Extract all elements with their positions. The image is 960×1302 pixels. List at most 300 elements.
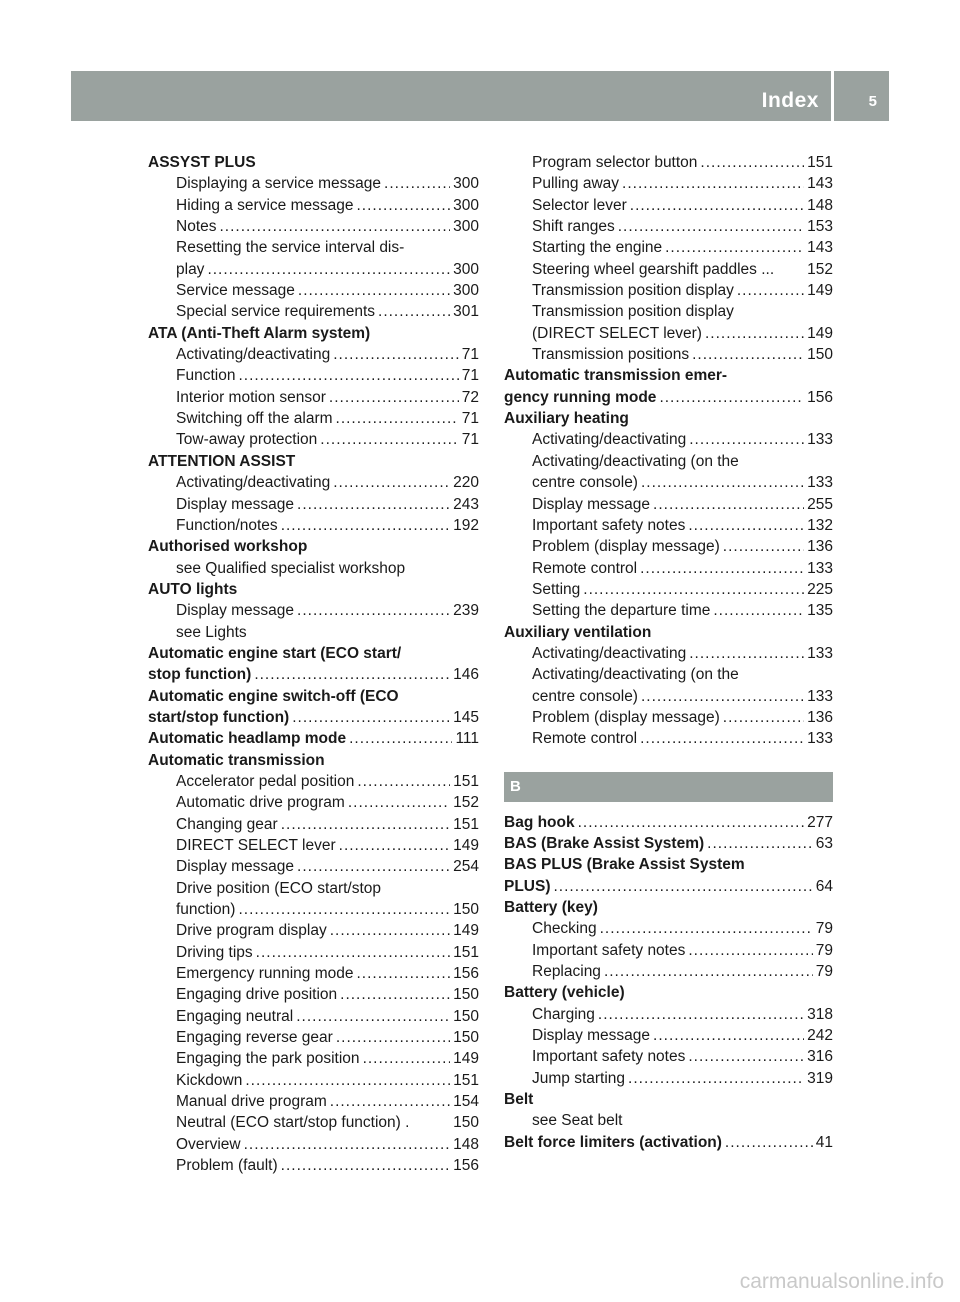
page-reference: 79 xyxy=(815,920,833,938)
entry-text: Function xyxy=(176,367,236,385)
dot-leader xyxy=(641,472,804,493)
index-subentry xyxy=(504,558,833,579)
index-subentry xyxy=(148,878,479,899)
entry-text: Battery (vehicle) xyxy=(504,984,625,1002)
page-reference: 300 xyxy=(453,196,479,214)
page-reference: 220 xyxy=(453,474,479,492)
index-subentry xyxy=(504,1046,833,1067)
entry-text: Driving tips xyxy=(176,943,253,961)
dot-leader xyxy=(336,1027,450,1048)
index-subentry xyxy=(148,1134,479,1155)
index-heading xyxy=(504,854,833,875)
index-heading xyxy=(504,1132,833,1153)
entry-text: Service message xyxy=(176,282,295,300)
page-reference: 156 xyxy=(807,388,833,406)
dot-leader xyxy=(640,558,804,579)
dot-leader xyxy=(256,942,450,963)
page-reference: 151 xyxy=(807,154,833,171)
page-reference: 243 xyxy=(453,495,479,513)
index-subentry xyxy=(504,259,833,280)
page-reference: 152 xyxy=(807,260,833,278)
index-subentry xyxy=(148,1027,479,1048)
page-reference: 150 xyxy=(453,901,479,919)
page-reference: 152 xyxy=(453,794,479,812)
page-reference: 192 xyxy=(453,516,479,534)
page-number: 5 xyxy=(868,93,877,110)
index-heading xyxy=(504,408,833,429)
dot-leader xyxy=(689,429,804,450)
index-subentry xyxy=(148,173,479,194)
dot-leader xyxy=(578,812,805,833)
page-reference: 143 xyxy=(807,175,833,193)
dot-leader xyxy=(723,707,804,728)
dot-leader xyxy=(330,920,450,941)
index-subentry xyxy=(148,472,479,493)
index-subentry xyxy=(148,856,479,877)
index-subentry xyxy=(148,301,479,322)
entry-text: gency running mode xyxy=(504,388,657,406)
index-heading xyxy=(148,707,479,728)
entry-text: Transmission positions xyxy=(532,346,690,364)
entry-text: Battery (key) xyxy=(504,899,598,916)
entry-text: Automatic engine switch-off (ECO xyxy=(148,687,399,705)
index-subentry xyxy=(504,643,833,664)
entry-text: Activating/deactivating xyxy=(532,644,687,662)
index-column-left xyxy=(148,152,479,1177)
entry-text: Function/notes xyxy=(176,516,278,534)
page-reference: 151 xyxy=(453,1071,479,1089)
index-subentry xyxy=(148,365,479,386)
index-subentry xyxy=(148,237,479,258)
entry-text: Important safety notes xyxy=(532,941,686,959)
page-reference: 300 xyxy=(453,175,479,193)
index-subentry xyxy=(148,771,479,792)
dot-leader xyxy=(688,515,804,536)
header-bar xyxy=(71,71,889,121)
dot-leader xyxy=(598,1004,804,1025)
entry-text: Pulling away xyxy=(532,175,620,193)
entry-text: Kickdown xyxy=(176,1071,243,1089)
entry-text: function) xyxy=(176,901,236,919)
page-reference: 133 xyxy=(807,644,833,662)
dot-leader xyxy=(363,1048,451,1069)
index-subentry xyxy=(148,835,479,856)
index-subentry xyxy=(504,494,833,515)
index-subentry xyxy=(148,408,479,429)
index-subentry xyxy=(148,1048,479,1069)
index-heading xyxy=(504,387,833,408)
index-subentry xyxy=(148,942,479,963)
dot-leader xyxy=(618,216,804,237)
entry-text: Tow-away protection xyxy=(176,431,318,449)
index-subentry xyxy=(148,622,479,643)
dot-leader xyxy=(281,515,450,536)
dot-leader xyxy=(340,984,450,1005)
page-reference: 135 xyxy=(807,602,833,620)
entry-text: Problem (display message) xyxy=(532,708,720,726)
entry-text: Activating/deactivating (on the xyxy=(532,666,739,684)
dot-leader xyxy=(700,152,804,173)
dot-leader xyxy=(688,940,812,961)
page-reference: 111 xyxy=(455,730,479,748)
dot-leader xyxy=(357,771,450,792)
entry-text: Program selector button xyxy=(532,154,698,171)
entry-text: Activating/deactivating xyxy=(176,346,331,364)
index-subentry xyxy=(148,600,479,621)
index-subentry xyxy=(148,344,479,365)
entry-text: BAS PLUS (Brake Assist System xyxy=(504,856,745,874)
page-reference: 136 xyxy=(807,708,833,726)
entry-text: Display message xyxy=(532,495,651,513)
entry-text: Engaging neutral xyxy=(176,1007,294,1025)
index-subentry xyxy=(504,152,833,173)
index-group-b xyxy=(504,812,833,1154)
entry-text: see Lights xyxy=(176,623,247,641)
index-subentry xyxy=(148,814,479,835)
page-reference: 156 xyxy=(453,1157,479,1175)
dot-leader xyxy=(297,494,450,515)
dot-leader xyxy=(640,728,804,749)
index-heading xyxy=(148,536,479,557)
page-reference: 71 xyxy=(461,367,479,385)
dot-leader xyxy=(713,600,804,621)
dot-leader xyxy=(333,344,459,365)
index-subentry xyxy=(148,216,479,237)
entry-text: Neutral (ECO start/stop function) . xyxy=(176,1114,410,1132)
entry-text: Transmission position display xyxy=(532,303,734,321)
index-subentry xyxy=(148,1112,479,1133)
index-heading xyxy=(148,686,479,707)
entry-text: Auxiliary ventilation xyxy=(504,623,652,641)
entry-text: Important safety notes xyxy=(532,1048,686,1066)
index-subentry xyxy=(504,237,833,258)
page-reference: 72 xyxy=(461,388,479,406)
entry-text: Automatic drive program xyxy=(176,794,345,812)
entry-text: Display message xyxy=(176,495,295,513)
index-column-right xyxy=(504,152,833,1153)
entry-text: Activating/deactivating xyxy=(176,474,331,492)
index-heading xyxy=(504,982,833,1003)
entry-text: Accelerator pedal position xyxy=(176,772,355,790)
index-subentry xyxy=(504,664,833,685)
page-reference: 156 xyxy=(453,965,479,983)
dot-leader xyxy=(238,365,458,386)
page-reference: 148 xyxy=(453,1135,479,1153)
page-reference: 148 xyxy=(807,196,833,214)
entry-text: Changing gear xyxy=(176,815,278,833)
entry-text: Problem (fault) xyxy=(176,1157,278,1175)
entry-text: Shift ranges xyxy=(532,218,615,236)
index-subentry xyxy=(504,429,833,450)
index-subentry xyxy=(148,1155,479,1176)
index-subentry xyxy=(504,472,833,493)
entry-text: Automatic transmission xyxy=(148,751,325,769)
entry-text: see Seat belt xyxy=(532,1112,623,1130)
entry-text: Manual drive program xyxy=(176,1093,327,1111)
entry-text: Transmission position display xyxy=(532,282,734,300)
page-reference: 146 xyxy=(453,666,479,684)
index-heading xyxy=(148,643,479,664)
page-reference: 133 xyxy=(807,687,833,705)
entry-text: Resetting the service interval dis- xyxy=(176,239,405,257)
entry-text: Selector lever xyxy=(532,196,627,214)
index-subentry xyxy=(504,451,833,472)
entry-text: Engaging reverse gear xyxy=(176,1029,333,1047)
page-reference: 277 xyxy=(807,813,833,831)
entry-text: centre console) xyxy=(532,474,638,492)
page-reference: 153 xyxy=(807,218,833,236)
page-reference: 151 xyxy=(453,943,479,961)
dot-leader xyxy=(707,833,813,854)
index-heading xyxy=(504,1089,833,1110)
page-reference: 255 xyxy=(807,495,833,513)
entry-text: ASSYST PLUS xyxy=(148,154,256,171)
page-reference: 225 xyxy=(807,580,833,598)
index-subentry xyxy=(504,1025,833,1046)
entry-text: Display message xyxy=(176,858,295,876)
dot-leader xyxy=(357,963,451,984)
dot-leader xyxy=(329,387,459,408)
entry-text: DIRECT SELECT lever xyxy=(176,837,336,854)
index-subentry xyxy=(148,920,479,941)
page-reference: 71 xyxy=(461,346,479,364)
index-subentry xyxy=(504,1004,833,1025)
dot-leader xyxy=(281,1155,450,1176)
page-reference: 150 xyxy=(807,346,833,364)
index-subentry xyxy=(504,195,833,216)
entry-text: Remote control xyxy=(532,730,638,748)
index-subentry xyxy=(504,216,833,237)
entry-text: Engaging drive position xyxy=(176,986,338,1004)
dot-leader xyxy=(245,1070,450,1091)
index-subentry xyxy=(148,515,479,536)
index-subentry xyxy=(504,323,833,344)
page-reference: 133 xyxy=(807,474,833,492)
entry-text: Activating/deactivating (on the xyxy=(532,452,739,470)
dot-leader xyxy=(238,899,450,920)
entry-text: ATA (Anti-Theft Alarm system) xyxy=(148,324,371,342)
entry-text: Bag hook xyxy=(504,813,575,831)
dot-leader xyxy=(604,961,813,982)
index-heading xyxy=(504,365,833,386)
index-heading xyxy=(504,833,833,854)
page-reference: 149 xyxy=(453,1050,479,1068)
page-reference: 150 xyxy=(453,1114,479,1132)
index-subentry xyxy=(504,280,833,301)
entry-text: see Qualified specialist workshop xyxy=(176,559,406,577)
dot-leader xyxy=(692,344,804,365)
index-subentry xyxy=(504,536,833,557)
index-subentry xyxy=(504,961,833,982)
entry-text: Belt force limiters (activation) xyxy=(504,1133,722,1151)
page-reference: 133 xyxy=(807,730,833,748)
entry-text: Display message xyxy=(532,1027,651,1045)
page-reference: 149 xyxy=(807,324,833,342)
dot-leader xyxy=(725,1132,813,1153)
dot-leader xyxy=(296,1006,450,1027)
header-divider xyxy=(831,71,834,121)
index-subentry xyxy=(148,280,479,301)
index-subentry xyxy=(504,173,833,194)
index-heading xyxy=(148,579,479,600)
entry-text: BAS (Brake Assist System) xyxy=(504,834,705,852)
entry-text: play xyxy=(176,260,205,278)
dot-leader xyxy=(254,664,450,685)
page-reference: 132 xyxy=(807,516,833,534)
dot-leader xyxy=(723,536,804,557)
dot-leader xyxy=(630,195,804,216)
entry-text: AUTO lights xyxy=(148,580,238,598)
page-reference: 136 xyxy=(807,538,833,556)
dot-leader xyxy=(628,1068,804,1089)
entry-text: Problem (display message) xyxy=(532,538,720,556)
index-heading xyxy=(148,152,479,173)
dot-leader xyxy=(297,600,450,621)
entry-text: Important safety notes xyxy=(532,516,686,534)
index-group-a-continued xyxy=(504,152,833,750)
index-subentry xyxy=(148,494,479,515)
entry-text: Hiding a service message xyxy=(176,196,354,214)
page-reference: 63 xyxy=(815,834,833,852)
entry-text: Setting the departure time xyxy=(532,602,711,620)
index-subentry xyxy=(148,1091,479,1112)
entry-text: start/stop function) xyxy=(148,708,290,726)
entry-text: Remote control xyxy=(532,559,638,577)
page-reference: 71 xyxy=(461,410,479,428)
index-heading xyxy=(504,812,833,833)
dot-leader xyxy=(705,323,804,344)
dot-leader xyxy=(653,494,804,515)
entry-text: Drive program display xyxy=(176,922,327,940)
entry-text: Authorised workshop xyxy=(148,538,308,556)
dot-leader xyxy=(665,237,804,258)
dot-leader xyxy=(600,918,813,939)
index-subentry xyxy=(148,259,479,280)
dot-leader xyxy=(330,1091,450,1112)
section-letter: B xyxy=(510,777,521,795)
dot-leader xyxy=(737,280,804,301)
page-reference: 300 xyxy=(453,260,479,278)
page-reference: 301 xyxy=(453,303,479,321)
page-reference: 151 xyxy=(453,772,479,790)
index-subentry xyxy=(504,728,833,749)
dot-leader xyxy=(292,707,450,728)
entry-text: Automatic engine start (ECO start/ xyxy=(148,644,402,662)
index-subentry xyxy=(148,558,479,579)
dot-leader xyxy=(297,856,450,877)
dot-leader xyxy=(349,728,452,749)
dot-leader xyxy=(688,1046,804,1067)
page-reference: 254 xyxy=(453,858,479,876)
index-heading xyxy=(504,897,833,918)
entry-text: Steering wheel gearshift paddles ... xyxy=(532,260,775,278)
entry-text: Replacing xyxy=(532,963,601,981)
dot-leader xyxy=(653,1025,804,1046)
page-reference: 151 xyxy=(453,815,479,833)
index-heading xyxy=(504,622,833,643)
index-heading xyxy=(148,750,479,771)
index-subentry xyxy=(148,387,479,408)
page-reference: 71 xyxy=(461,431,479,449)
page-reference: 149 xyxy=(807,282,833,300)
index-subentry xyxy=(148,899,479,920)
entry-text: Activating/deactivating xyxy=(532,431,687,449)
dot-leader xyxy=(320,429,458,450)
entry-text: Overview xyxy=(176,1135,241,1153)
index-subentry xyxy=(504,515,833,536)
entry-text: Belt xyxy=(504,1091,534,1109)
page-reference: 149 xyxy=(453,837,479,854)
entry-text: Automatic headlamp mode xyxy=(148,730,347,748)
entry-text: stop function) xyxy=(148,666,252,684)
index-subentry xyxy=(148,195,479,216)
page-reference: 149 xyxy=(453,922,479,940)
page-reference: 41 xyxy=(815,1133,833,1151)
section-header-b xyxy=(504,772,833,802)
entry-text: Automatic transmission emer- xyxy=(504,367,728,385)
page-reference: 154 xyxy=(453,1093,479,1111)
dot-leader xyxy=(339,835,450,856)
dot-leader xyxy=(281,814,450,835)
entry-text: Display message xyxy=(176,602,295,620)
page-reference: 239 xyxy=(453,602,479,620)
index-subentry xyxy=(148,963,479,984)
entry-text: PLUS) xyxy=(504,877,551,895)
entry-text: Auxiliary heating xyxy=(504,410,629,428)
index-heading xyxy=(148,323,479,344)
entry-text: centre console) xyxy=(532,687,638,705)
page-reference: 316 xyxy=(807,1048,833,1066)
dot-leader xyxy=(554,876,813,897)
page-reference: 133 xyxy=(807,559,833,577)
entry-text: ATTENTION ASSIST xyxy=(148,452,296,470)
entry-text: (DIRECT SELECT lever) xyxy=(532,324,702,342)
dot-leader xyxy=(622,173,804,194)
page-reference: 300 xyxy=(453,282,479,300)
page-reference: 145 xyxy=(453,708,479,726)
entry-text: Drive position (ECO start/stop xyxy=(176,879,382,897)
dot-leader xyxy=(689,643,804,664)
index-subentry xyxy=(504,918,833,939)
index-subentry xyxy=(148,1070,479,1091)
entry-text: Setting xyxy=(532,580,581,598)
index-subentry xyxy=(148,1006,479,1027)
page-title: Index xyxy=(761,89,819,112)
entry-text: Special service requirements xyxy=(176,303,376,321)
page-reference: 79 xyxy=(815,963,833,981)
dot-leader xyxy=(384,173,450,194)
entry-text: Engaging the park position xyxy=(176,1050,360,1068)
dot-leader xyxy=(298,280,450,301)
entry-text: Switching off the alarm xyxy=(176,410,333,428)
index-subentry xyxy=(504,1068,833,1089)
page-reference: 150 xyxy=(453,1007,479,1025)
index-subentry xyxy=(504,686,833,707)
entry-text: Interior motion sensor xyxy=(176,388,326,406)
index-subentry xyxy=(504,707,833,728)
entry-text: Charging xyxy=(532,1005,595,1023)
entry-text: Starting the engine xyxy=(532,239,663,257)
entry-text: Displaying a service message xyxy=(176,175,382,193)
index-heading xyxy=(148,451,479,472)
dot-leader xyxy=(336,408,459,429)
index-subentry xyxy=(148,984,479,1005)
entry-text: Checking xyxy=(532,920,597,938)
index-heading xyxy=(148,664,479,685)
index-subentry xyxy=(504,344,833,365)
dot-leader xyxy=(641,686,804,707)
page-reference: 143 xyxy=(807,239,833,257)
